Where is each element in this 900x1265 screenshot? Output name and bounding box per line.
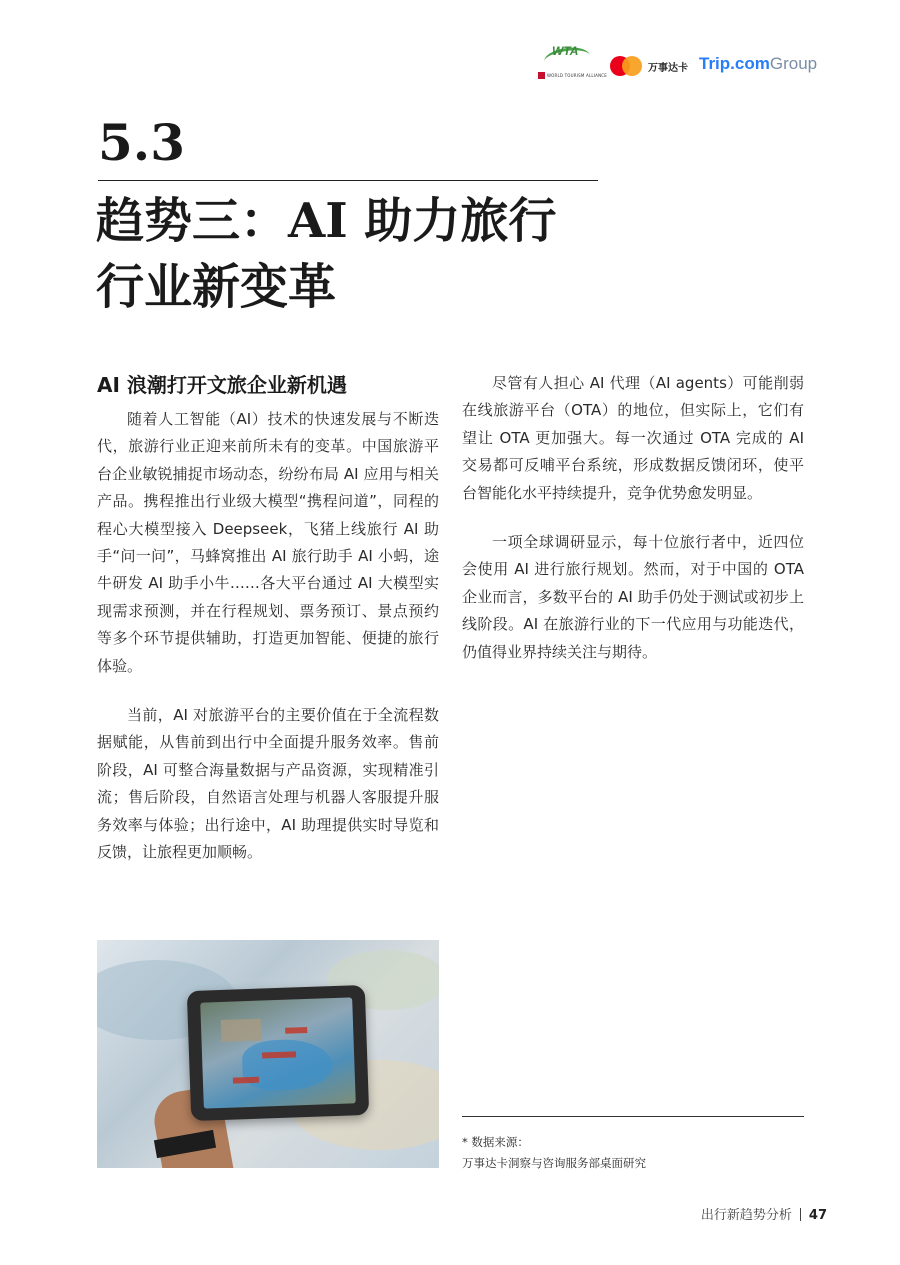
right-column — [462, 370, 804, 666]
wta-seal-icon — [538, 72, 545, 79]
wta-logo-mark: WTA — [552, 44, 579, 58]
mastercard-label: 万事达卡 — [648, 63, 688, 74]
header-logos — [538, 44, 818, 84]
trip-group-label: Group — [769, 54, 818, 73]
footer-separator — [800, 1208, 801, 1221]
footnote-label: * 数据来源： — [462, 1135, 529, 1149]
wta-logo — [538, 44, 608, 84]
page-number: 47 — [808, 1208, 827, 1223]
left-column — [97, 370, 439, 867]
tablet-map-photo — [97, 940, 439, 1168]
page-footer — [701, 1204, 827, 1223]
page-title — [96, 188, 616, 320]
trip-group-logo — [699, 54, 817, 74]
trip-brand: Trip.com — [699, 54, 770, 73]
tablet-screen-image — [200, 997, 356, 1108]
footer-section-name: 出行新趋势分析 — [700, 1208, 792, 1223]
body-paragraph: 随着人工智能（AI）技术的快速发展与不断迭代，旅游行业正迎来前所未有的变革。中国旅游平台企业敏锐捕捉市场动态，纷纷布局 AI 应用与相关产品。携程推出行业级大模型“携程问道”，同程的程心大模型接入 Deepseek，飞猪上线旅行 AI 助手“问一问”，马蜂窝推出 AI 旅行助手 AI 小蚂，途牛研发 AI 助手小牛……各大平台通过 AI 大模型实现需求预测，并在行程规划、票务预订、景点预约等多个环节提供辅助，打造更加智能、便捷的旅行体验。 — [97, 410, 439, 675]
page-title-line-2: 行业新变革 — [96, 259, 337, 315]
footnote-divider — [462, 1116, 804, 1117]
page-title-line-1: 趋势三：AI 助力旅行 — [96, 193, 557, 249]
article-heading: AI 浪潮打开文旅企业新机遇 — [97, 373, 347, 397]
title-divider — [98, 180, 598, 181]
body-paragraph: 当前，AI 对旅游平台的主要价值在于全流程数据赋能，从售前到出行中全面提升服务效率。售前阶段，AI 可整合海量数据与产品资源，实现精准引流；售后阶段，自然语言处理与机器人客服提升服务效率与体验；出行途中，AI 助理提供实时导览和反馈，让旅程更加顺畅。 — [97, 706, 439, 862]
wta-logo-subtitle: WORLD TOURISM ALLIANCE — [547, 73, 608, 78]
mastercard-logo-icon — [610, 56, 644, 76]
footnote-source: 万事达卡洞察与咨询服务部桌面研究 — [462, 1156, 646, 1170]
tablet-image — [187, 985, 369, 1121]
section-number: 5.3 — [98, 113, 185, 172]
body-paragraph: 尽管有人担心 AI 代理（AI agents）可能削弱在线旅游平台（OTA）的地位，但实际上，它们有望让 OTA 更加强大。每一次通过 OTA 完成的 AI 交易都可反哺平台系统，形成数据反馈闭环，使平台智能化水平持续提升，竞争优势愈发明显。 — [462, 374, 804, 502]
body-paragraph: 一项全球调研显示，每十位旅行者中，近四位会使用 AI 进行旅行规划。然而，对于中国的 OTA 企业而言，多数平台的 AI 助手仍处于测试或初步上线阶段。AI 在旅游行业的下一代应用与功能迭代，仍值得业界持续关注与期待。 — [462, 533, 804, 661]
footnote — [462, 1132, 804, 1174]
